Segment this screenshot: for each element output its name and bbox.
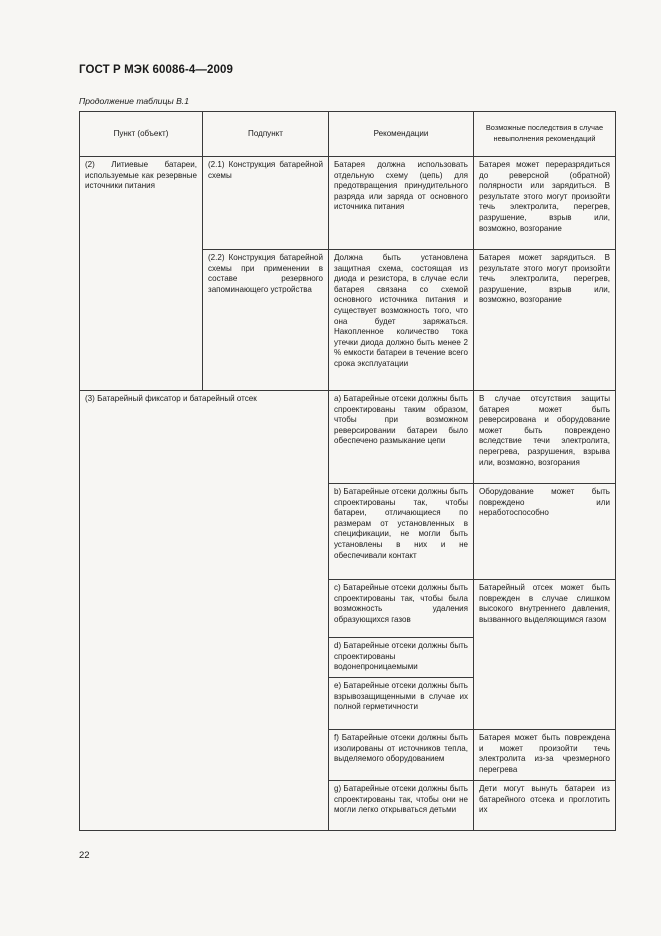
subitem-cell: (2.1) Конструкция батарейной схемы: [203, 157, 329, 250]
column-header-subitem: Подпункт: [203, 112, 329, 157]
consequence-cell: Дети могут вынуть батареи из батарейного отсека и проглотить их: [474, 781, 616, 831]
recommendation-cell: c) Батарейные отсеки должны быть спроектированы так, чтобы была возможность удаления образующихся газов: [329, 580, 474, 638]
subitem-cell: (2.2) Конструкция батарейной схемы при применении в составе резервного запоминающего устройства: [203, 250, 329, 391]
recommendation-cell: d) Батарейные отсеки должны быть спроектированы водонепроницаемыми: [329, 638, 474, 678]
consequence-cell: Батарея может быть повреждена и может произойти течь электролита из-за чрезмерного перегрева: [474, 730, 616, 781]
table-caption: Продолжение таблицы В.1: [79, 96, 189, 106]
consequence-cell: Оборудование может быть повреждено или неработоспособно: [474, 484, 616, 580]
recommendation-cell: g) Батарейные отсеки должны быть спроектированы так, чтобы они не могли легко открываться детьми: [329, 781, 474, 831]
recommendation-cell: a) Батарейные отсеки должны быть спроектированы таким образом, чтобы при возможном реверсировании батареи было обеспечено размыкание цепи: [329, 391, 474, 484]
table-row: [80, 391, 616, 484]
recommendation-cell: e) Батарейные отсеки должны быть взрывозащищенными в случае их полной герметичности: [329, 678, 474, 730]
consequence-cell: В случае отсутствия защиты батарея может быть реверсирована и оборудование может быть повреждено вследствие течи электролита, перегрева, разрушения, взрыва или, возможно, возгорания: [474, 391, 616, 484]
column-header-recommendations: Рекомендации: [329, 112, 474, 157]
consequence-cell: Батарея может зарядиться. В результате этого могут произойти течь электролита, перегрев, разрушение, взрыв или, возможно, возгорание: [474, 250, 616, 391]
column-header-item: Пункт (объект): [80, 112, 203, 157]
recommendation-cell: Должна быть установлена защитная схема, состоящая из диода и резистора, в случае если батарея связана со схемой основного источника питания и существует возможность того, что она будет заряжаться. Накопленное количество тока утечки диода должно быть менее 2 % емкости батареи в течение всего срока эксплуатации: [329, 250, 474, 391]
item-cell: (2) Литиевые батареи, используемые как резервные источники питания: [80, 157, 203, 391]
requirements-table: [79, 111, 616, 831]
recommendation-cell: f) Батарейные отсеки должны быть изолированы от источников тепла, выделяемого оборудованием: [329, 730, 474, 781]
recommendation-cell: b) Батарейные отсеки должны быть спроектированы так, чтобы батареи, отличающиеся по размерам от установленных в спецификации, не могли быть установлены в них и не обеспечивали контакт: [329, 484, 474, 580]
table-header-row: [80, 112, 616, 157]
document-header: ГОСТ Р МЭК 60086-4—2009: [79, 64, 233, 76]
recommendation-cell: Батарея должна использовать отдельную схему (цепь) для предотвращения принудительного разряда или заряда от основного источника питания: [329, 157, 474, 250]
consequence-cell: Батарейный отсек может быть поврежден в случае слишком высокого внутреннего давления, вызванного выделяющимся газом: [474, 580, 616, 730]
item-cell: (3) Батарейный фиксатор и батарейный отсек: [80, 391, 329, 831]
page-number: 22: [79, 850, 90, 861]
consequence-cell: Батарея может переразрядиться до реверсной (обратной) полярности или зарядиться. В результате этого могут произойти течь электролита, перегрев, разрушение, взрыв или, возможно, возгорание: [474, 157, 616, 250]
column-header-consequences: Возможные последствия в случае невыполнения рекомендаций: [474, 112, 616, 157]
table-row: [80, 157, 616, 250]
